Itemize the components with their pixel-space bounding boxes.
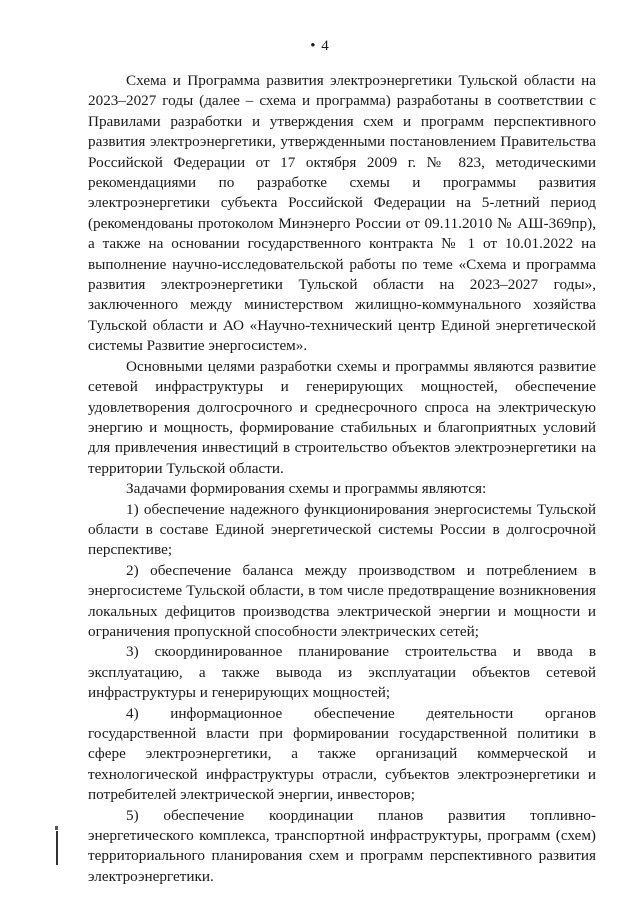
scan-artifact-line bbox=[56, 831, 58, 865]
paragraph-intro: Схема и Программа развития электроэнергетики Тульской области на 2023–2027 годы (далее – схема и программа) разработаны в соответствии с Правилами разработки и утверждения схем и программ перспективного развития электроэнергетики, утвержденными постановлением Правительства Российской Федерации от 17 октября 2009 г. № 823, методическими рекомендациями по разработке схемы и программы развития электроэнергетики субъекта Российской Федерации на 5-летний период (рекомендованы протоколом Минэнерго России от 09.11.2010 № АШ-369пр), а также на основании государственного контракта № 1 от 10.01.2022 на выполнение научно-исследовательской работы по теме «Схема и программа развития электроэнергетики Тульской области на 2023–2027 годы», заключенного между министерством жилищно-коммунального хозяйства Тульской области и АО «Научно-технический центр Единой энергетической системы Развитие энергосистем». bbox=[88, 72, 596, 355]
paragraph-task-3: 3) скоординированное планирование строительства и ввода в эксплуатацию, а также вывода из эксплуатации объектов сетевой инфраструктуры и генерирующих мощностей; bbox=[88, 643, 596, 702]
paragraph-task-5: 5) обеспечение координации планов развития топливно-энергетического комплекса, транспортной инфраструктуры, программ (схем) территориального планирования схем и программ перспективного развития электроэнергетики. bbox=[88, 806, 596, 885]
paragraph-task-1: 1) обеспечение надежного функционирования энергосистемы Тульской области в составе Единой энергетической системы России в долгосрочной перспективе; bbox=[88, 500, 596, 559]
paragraph-task-2: 2) обеспечение баланса между производством и потреблением в энергосистеме Тульской области, в том числе предотвращение возникновения локальных дефицитов производства электрической энергии и мощности и ограничения пропускной способности электрических сетей; bbox=[88, 561, 596, 640]
document-body bbox=[88, 71, 596, 887]
page-number: • 4 bbox=[310, 38, 330, 54]
paragraph-tasks-heading: Задачами формирования схемы и программы являются: bbox=[126, 480, 487, 498]
scan-artifact-dot bbox=[55, 826, 58, 830]
paragraph-task-4: 4) информационное обеспечение деятельности органов государственной власти при формировании государственной политики в сфере электроэнергетики, а также организаций коммерческой и технологической инфраструктуры отрасли, субъектов электроэнергетики и потребителей электрической энергии, инвесторов; bbox=[88, 704, 596, 804]
paragraph-goals: Основными целями разработки схемы и программы являются развитие сетевой инфраструктуры и генерирующих мощностей, обеспечение удовлетворения долгосрочного и среднесрочного спроса на электрическую энергию и мощность, формирование стабильных и благоприятных условий для привлечения инвестиций в строительство объектов электроэнергетики на территории Тульской области. bbox=[88, 357, 596, 477]
